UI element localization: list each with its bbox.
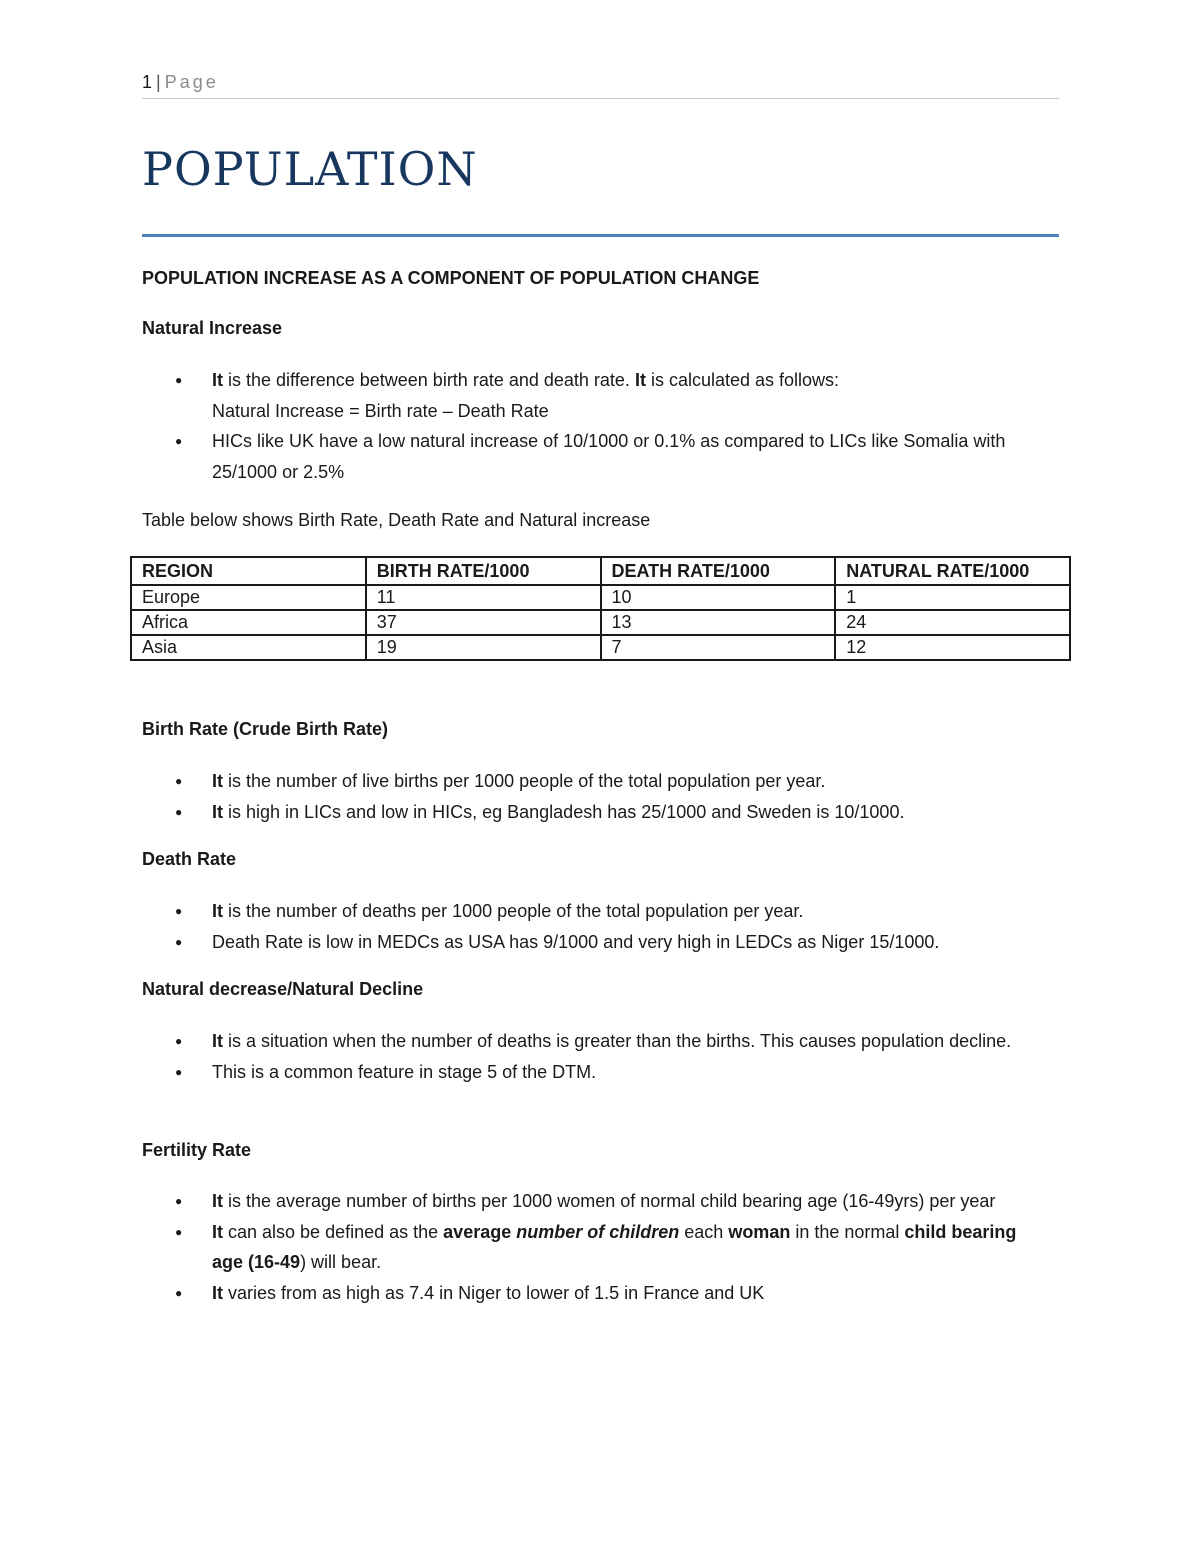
column-header: REGION xyxy=(131,557,366,585)
list-item xyxy=(142,365,1042,426)
table-cell: 10 xyxy=(601,585,836,610)
bullet-lead: It xyxy=(212,901,223,921)
table-caption: Table below shows Birth Rate, Death Rate and Natural increase xyxy=(142,510,651,530)
page-label: Page xyxy=(164,72,219,92)
table-cell: 11 xyxy=(366,585,601,610)
bullet-text: is a situation when the number of deaths is greater than the births. This causes population decline. xyxy=(223,1031,1012,1051)
bullet-text: This is a common feature in stage 5 of the DTM. xyxy=(212,1061,597,1082)
natural-decrease-list xyxy=(142,1026,1042,1087)
bullet-lead: It xyxy=(212,1031,223,1051)
rates-table xyxy=(130,556,1071,661)
fertility-rate-heading: Fertility Rate xyxy=(142,1140,252,1160)
title-underline xyxy=(142,234,1059,237)
list-item xyxy=(142,1026,1042,1057)
bullet-lead: It xyxy=(634,370,646,390)
page-header xyxy=(142,72,1059,99)
table-cell: 7 xyxy=(601,635,836,660)
list-item xyxy=(142,1186,1042,1217)
list-item xyxy=(142,1217,1042,1278)
birth-rate-heading: Birth Rate (Crude Birth Rate) xyxy=(142,719,389,739)
list-item xyxy=(142,927,1042,958)
bold-term: child bearing age (16-49 xyxy=(212,1221,1017,1272)
bullet-lead: It xyxy=(212,771,223,791)
column-header: NATURAL RATE/1000 xyxy=(835,557,1070,585)
bullet-text: is the number of deaths per 1000 people of the total population per year. xyxy=(223,901,804,921)
table-cell: Europe xyxy=(131,585,366,610)
list-item xyxy=(142,1057,1042,1088)
bullet-text: Death Rate is low in MEDCs as USA has 9/1000 and very high in LEDCs as Niger 15/1000. xyxy=(212,931,940,952)
table-cell: 1 xyxy=(835,585,1070,610)
table-cell: 24 xyxy=(835,610,1070,635)
list-item xyxy=(142,426,1042,487)
bullet-text: is the difference between birth rate and death rate. xyxy=(223,370,635,390)
death-rate-list xyxy=(142,896,1042,957)
bullet-text: ) will bear. xyxy=(300,1252,382,1272)
list-item xyxy=(142,797,1042,828)
fertility-rate-list xyxy=(142,1186,1042,1308)
natural-decrease-heading: Natural decrease/Natural Decline xyxy=(142,979,424,999)
table-header-row xyxy=(131,557,1070,585)
header-separator: | xyxy=(156,72,161,92)
bullet-lead: It xyxy=(212,370,223,390)
bullet-text: in the normal xyxy=(790,1221,905,1242)
death-rate-heading: Death Rate xyxy=(142,849,237,869)
bullet-lead: It xyxy=(212,1191,223,1211)
natural-increase-formula: Natural Increase = Birth rate – Death Rate xyxy=(212,400,549,421)
table-cell: 12 xyxy=(835,635,1070,660)
bullet-text: is high in LICs and low in HICs, eg Bangladesh has 25/1000 and Sweden is 10/1000. xyxy=(223,801,905,822)
bullet-text: varies from as high as 7.4 in Niger to lower of 1.5 in France and UK xyxy=(223,1282,765,1303)
page-number: 1 xyxy=(142,72,153,92)
column-header: BIRTH RATE/1000 xyxy=(366,557,601,585)
bold-term: woman xyxy=(728,1221,791,1242)
list-item xyxy=(142,766,1042,797)
table-cell: 19 xyxy=(366,635,601,660)
table-cell: 37 xyxy=(366,610,601,635)
table-cell: Asia xyxy=(131,635,366,660)
bold-term: average xyxy=(443,1221,512,1242)
section-heading: POPULATION INCREASE AS A COMPONENT OF POPULATION CHANGE xyxy=(142,268,760,288)
table-cell: Africa xyxy=(131,610,366,635)
list-item xyxy=(142,896,1042,927)
bullet-lead: It xyxy=(212,1282,223,1303)
table-row xyxy=(131,585,1070,610)
bullet-text: is the number of live births per 1000 people of the total population per year. xyxy=(223,771,826,791)
birth-rate-list xyxy=(142,766,1042,827)
table-row xyxy=(131,635,1070,660)
table-row xyxy=(131,610,1070,635)
bullet-lead: It xyxy=(212,801,223,822)
document-title: POPULATION xyxy=(142,142,478,196)
column-header: DEATH RATE/1000 xyxy=(601,557,836,585)
bullet-lead: It xyxy=(212,1221,223,1242)
bullet-text: is the average number of births per 1000 women of normal child bearing age (16-49yrs) per year xyxy=(223,1191,996,1211)
bullet-text: is calculated as follows: xyxy=(645,370,840,390)
bullet-text: each xyxy=(679,1221,729,1242)
natural-increase-heading: Natural Increase xyxy=(142,318,283,338)
bullet-text: HICs like UK have a low natural increase of 10/1000 or 0.1% as compared to LICs like Somalia with 25/1000 or 2.5% xyxy=(212,431,1006,482)
bullet-text: can also be defined as the xyxy=(223,1221,444,1242)
natural-increase-list xyxy=(142,365,1042,487)
bold-italic-term: number of children xyxy=(516,1221,680,1242)
table-cell: 13 xyxy=(601,610,836,635)
list-item xyxy=(142,1278,1042,1309)
